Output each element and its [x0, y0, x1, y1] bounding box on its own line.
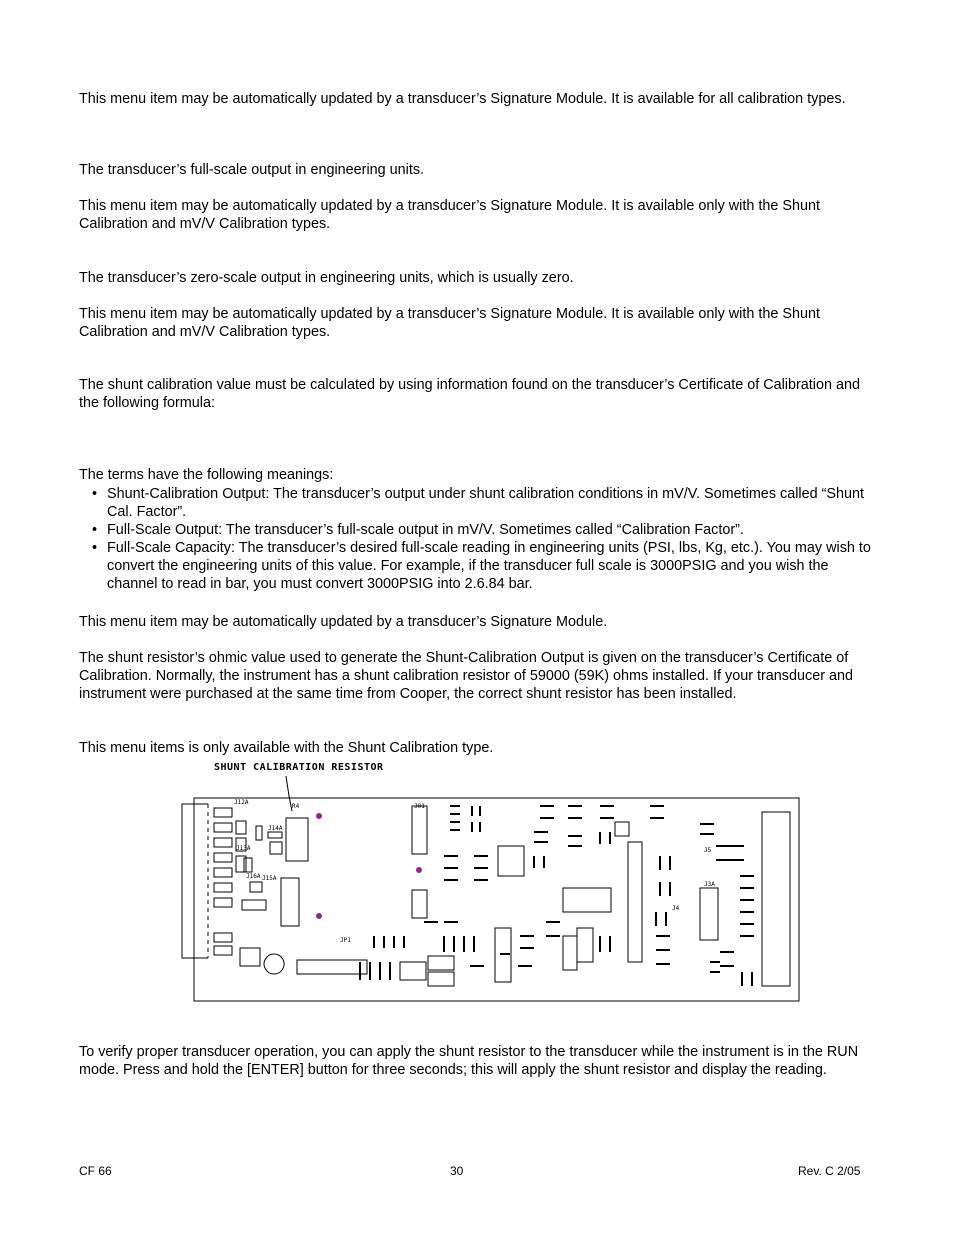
ref-label-j4: J4 [672, 905, 680, 912]
paragraph-signature-all-types: This menu item may be automatically updated by a transducer’s Signature Module. It is available for all calibration types. [79, 91, 846, 107]
ref-label-j3a: J3A [704, 881, 715, 888]
paragraph-signature-shunt-mvv-2: This menu item may be automatically updated by a transducer’s Signature Module. It is available only with the Shunt Calibration and mV/V Calibration types. [79, 306, 820, 340]
ref-label-j5: J5 [704, 847, 712, 854]
ref-label-j13a: J13A [236, 845, 251, 852]
ref-label-j14a: J14A [268, 825, 283, 832]
ref-label-r4: R4 [292, 803, 300, 810]
ref-label-j01: J01 [414, 803, 425, 810]
list-item: • Full-Scale Output: The transducer’s full-scale output in mV/V. Sometimes called “Calibration Factor”. [79, 521, 879, 539]
ref-label-jp1: JP1 [340, 937, 351, 944]
paragraph-zero-scale-output: The transducer’s zero-scale output in engineering units, which is usually zero. [79, 270, 574, 286]
paragraph-shunt-resistor-value: The shunt resistor’s ohmic value used to generate the Shunt-Calibration Output is given on the transducer’s Certificate of Calibration. Normally, the instrument has a shunt calibration resistor of 59000 (59K) ohms installed. If your transducer and instrument were purchased at the same time from Cooper, the correct shunt resistor has been installed. [79, 650, 854, 702]
paragraph-terms-intro: The terms have the following meanings: [79, 467, 334, 483]
footer-page-number: 30 [450, 1164, 464, 1178]
paragraph-signature-shunt-mvv-1: This menu item may be automatically updated by a transducer’s Signature Module. It is available only with the Shunt Calibration and mV/V Calibration types. [79, 198, 820, 232]
circuit-board-diagram [180, 776, 804, 1006]
footer-revision: Rev. C 2/05 [798, 1164, 861, 1178]
terms-list [79, 485, 879, 593]
paragraph-verify-operation: To verify proper transducer operation, you can apply the shunt resistor to the transducer while the instrument is in the RUN mode. Press and hold the [ENTER] button for three seconds; this will apply the shunt resistor and display the reading. [79, 1044, 859, 1078]
paragraph-full-scale-output: The transducer’s full-scale output in engineering units. [79, 162, 425, 178]
ref-label-j15a: J15A [262, 875, 277, 882]
paragraph-signature-only: This menu item may be automatically updated by a transducer’s Signature Module. [79, 614, 608, 630]
list-item: • Full-Scale Capacity: The transducer’s desired full-scale reading in engineering units (PSI, lbs, Kg, etc.). You may wish to convert the engineering units of this value. For example, if the transducer full scale is 3000PSIG and you wish the channel to read in bar, you must convert 3000PSIG into 2.6.84 bar. [79, 539, 879, 593]
ref-label-j16a: J16A [246, 873, 261, 880]
footer-doc-id: CF 66 [79, 1164, 112, 1178]
ref-label-j12a: J12A [234, 799, 249, 806]
list-item: • Shunt-Calibration Output: The transducer’s output under shunt calibration conditions in mV/V. Sometimes called “Shunt Cal. Factor”. [79, 485, 879, 521]
paragraph-shunt-cal-formula-intro: The shunt calibration value must be calculated by using information found on the transducer’s Certificate of Calibration and the following formula: [79, 377, 861, 411]
figure-label: SHUNT CALIBRATION RESISTOR [214, 762, 384, 773]
paragraph-shunt-cal-only: This menu items is only available with the Shunt Calibration type. [79, 740, 494, 756]
